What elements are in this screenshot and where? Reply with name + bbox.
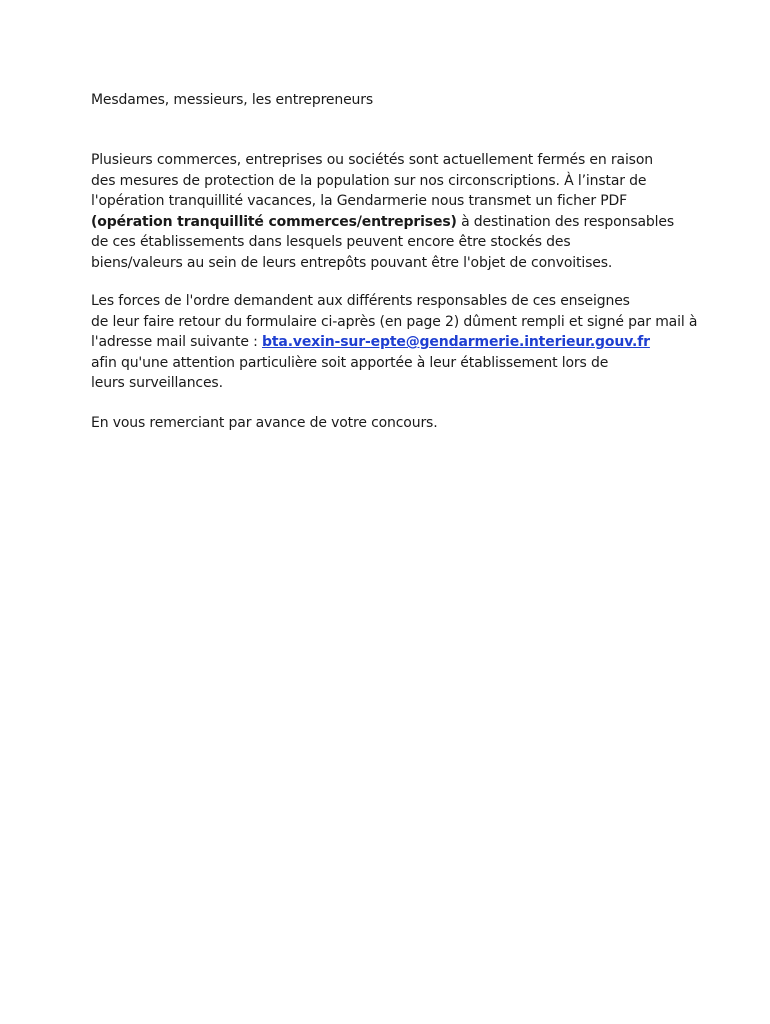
paragraph-line: biens/valeurs au sein de leurs entrepôts pouvant être l'objet de convoitises. <box>91 254 613 271</box>
paragraph-line: des mesures de protection de la population sur nos circonscriptions. À l’instar de <box>91 172 647 189</box>
closing-text: En vous remerciant par avance de votre concours. <box>91 415 438 431</box>
paragraph-line: l'opération tranquillité vacances, la Gendarmerie nous transmet un ficher PDF <box>91 193 628 209</box>
greeting <box>91 90 751 111</box>
greeting-text: Mesdames, messieurs, les entrepreneurs <box>91 92 374 108</box>
paragraph-line <box>91 332 751 353</box>
paragraph-line: de leur faire retour du formulaire ci-après (en page 2) dûment rempli et signé par mail à <box>91 313 698 330</box>
paragraph-line: afin qu'une attention particulière soit apportée à leur établissement lors de <box>91 354 609 371</box>
paragraph-intro <box>91 150 751 273</box>
paragraph-request <box>91 291 751 394</box>
email-link[interactable]: bta.vexin-sur-epte@gendarmerie.interieur.gouv.fr <box>261 334 650 350</box>
paragraph-line: Plusieurs commerces, entreprises ou sociétés sont actuellement fermés en raison <box>91 152 653 168</box>
paragraph-line: de ces établissements dans lesquels peuvent encore être stockés des <box>91 234 571 250</box>
paragraph-line <box>91 212 751 233</box>
paragraph-line: leurs surveillances. <box>91 375 223 391</box>
email-prefix: l'adresse mail suivante : <box>91 334 262 350</box>
paragraph-line: Les forces de l'ordre demandent aux différents responsables de ces enseignes <box>91 293 630 309</box>
closing <box>91 413 751 434</box>
operation-name: (opération tranquillité commerces/entreprises) <box>91 213 457 230</box>
paragraph-line-rest: à destination des responsables <box>456 213 674 230</box>
